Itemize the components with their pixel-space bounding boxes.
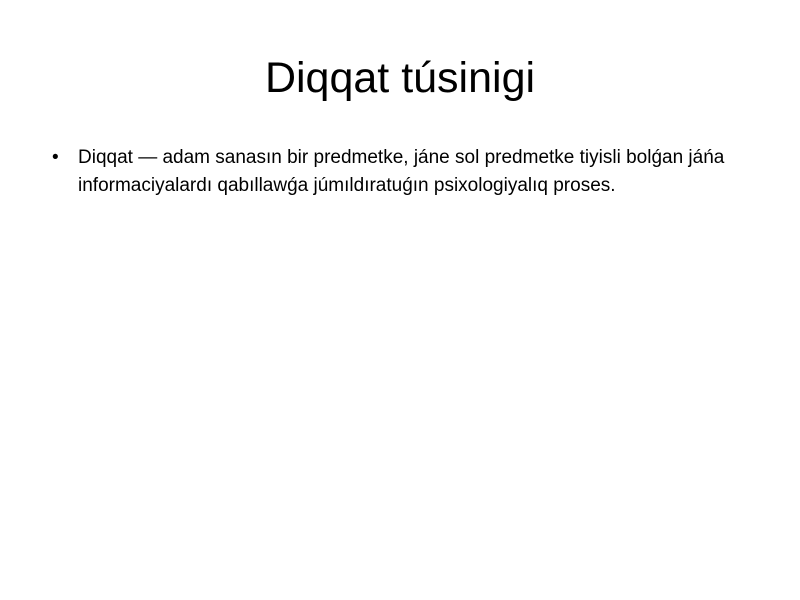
bullet-text: Diqqat — adam sanasın bir predmetke, jáne sol predmetke tiyisli bolǵan jáńa informaciyalardı qabıllawǵa júmıldıratuǵın psixologiyalıq proses. [78,147,725,196]
bullet-list [40,144,760,200]
bullet-item [40,144,760,200]
bullet-marker: • [52,147,59,168]
slide-title: Diqqat túsinigi [264,54,536,102]
